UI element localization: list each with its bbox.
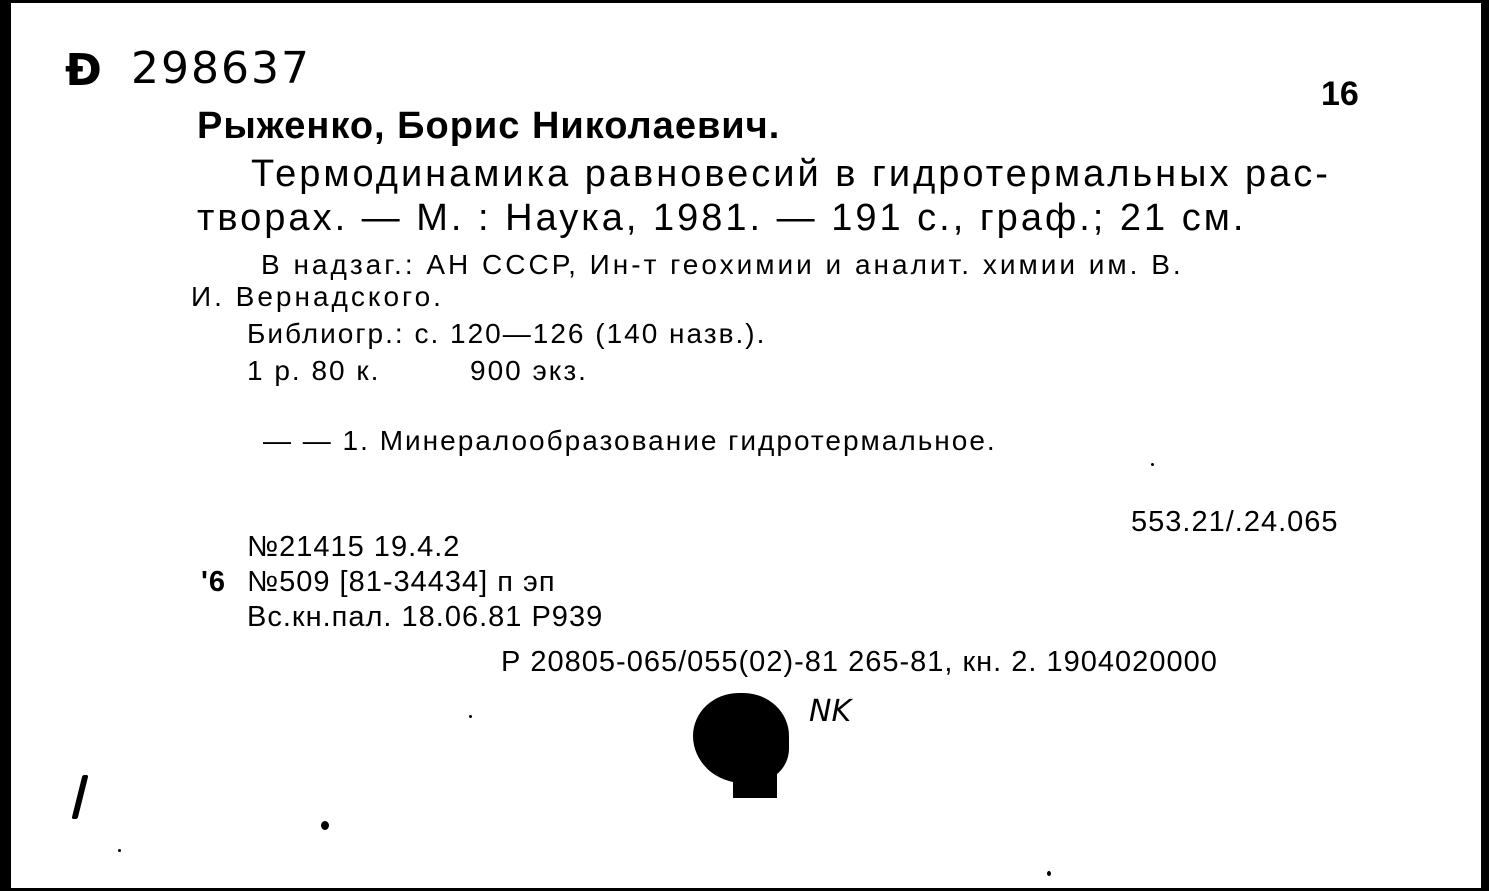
speck-5 — [118, 849, 121, 852]
page-number: 16 — [1321, 75, 1359, 113]
punch-hole-tail — [733, 758, 777, 798]
order-line-1: №21415 19.4.2 — [247, 531, 461, 563]
speck-3 — [1151, 463, 1154, 466]
order-prefix: '6 — [201, 566, 227, 598]
speck-4 — [1047, 871, 1051, 876]
subject-heading: — — 1. Минералообразование гидротермальное. — [263, 425, 997, 456]
title-line-2: творах. — М. : Наука, 1981. — 191 с., граф.; 21 см. — [197, 197, 1247, 239]
speck-2 — [469, 715, 472, 718]
order-line-2: №509 [81-34434] п эп — [247, 566, 556, 598]
bibliography-note: Библиогр.: с. 120—126 (140 назв.). — [247, 318, 767, 349]
udc-code: 553.21/.24.065 — [1131, 506, 1339, 538]
price: 1 р. 80 к. — [247, 355, 381, 386]
note-line-1: В надзаг.: АН СССР, Ин-т геохимии и аналит. химии им. В. — [261, 249, 1184, 280]
accession-prefix-glyph: Ð — [65, 45, 104, 96]
order-line-3: Вс.кн.пал. 18.06.81 Р939 — [247, 601, 604, 633]
handwritten-mark: NK — [809, 694, 852, 729]
title-line-1: Термодинамика равновесий в гидротермальных рас- — [251, 153, 1331, 195]
accession-number: 298637 — [131, 43, 311, 94]
author-heading: Рыженко, Борис Николаевич. — [197, 105, 781, 147]
pencil-stroke-mark — [72, 775, 89, 819]
catalog-code: Р 20805-065/055(02)-81 265-81, кн. 2. 1904020000 — [501, 646, 1218, 678]
copies: 900 экз. — [470, 355, 588, 386]
note-line-2: И. Вернадского. — [191, 281, 444, 312]
speck-1 — [321, 821, 329, 830]
